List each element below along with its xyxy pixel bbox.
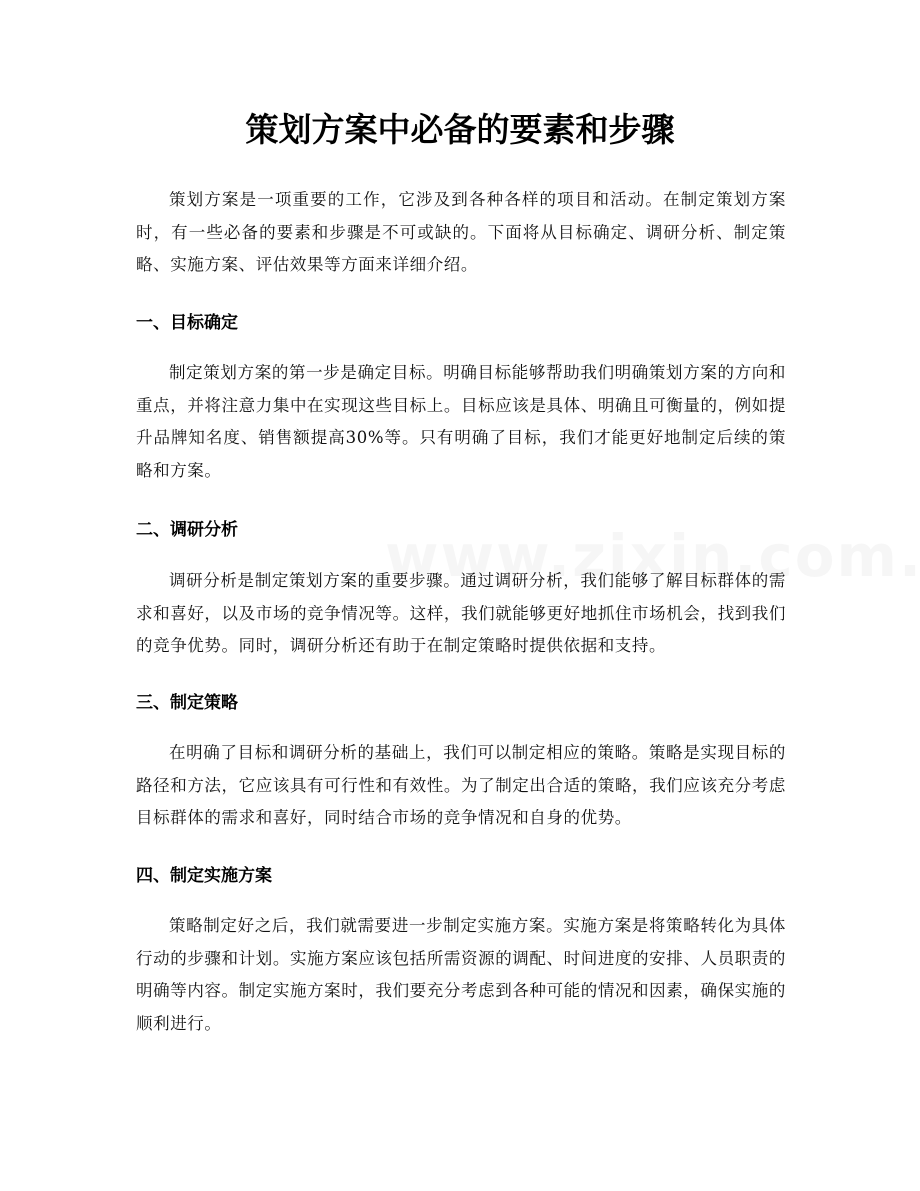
section-heading-implementation: 四、制定实施方案: [136, 866, 272, 886]
section-heading-strategy: 三、制定策略: [136, 693, 238, 713]
section-body-implementation: 策略制定好之后，我们就需要进一步制定实施方案。实施方案是将策略转化为具体行动的步骤和计划。实施方案应该包括所需资源的调配、时间进度的安排、人员职责的明确等内容。制定实施方案时，我们要充分考虑到各种可能的情况和因素，确保实施的顺利进行。: [136, 916, 786, 1033]
intro-paragraph: 策划方案是一项重要的工作，它涉及到各种各样的项目和活动。在制定策划方案时，有一些必备的要素和步骤是不可或缺的。下面将从目标确定、调研分析、制定策略、实施方案、评估效果等方面来详细介绍。: [136, 190, 786, 274]
section-body-strategy: 在明确了目标和调研分析的基础上，我们可以制定相应的策略。策略是实现目标的路径和方法，它应该具有可行性和有效性。为了制定出合适的策略，我们应该充分考虑目标群体的需求和喜好，同时结合市场的竞争情况和自身的优势。: [136, 743, 786, 827]
section-body-goal: 制定策划方案的第一步是确定目标。明确目标能够帮助我们明确策划方案的方向和重点，并将注意力集中在实现这些目标上。目标应该是具体、明确且可衡量的，例如提升品牌知名度、销售额提高30%等。只有明确了目标，我们才能更好地制定后续的策略和方案。: [136, 363, 786, 480]
section-body-research: 调研分析是制定策划方案的重要步骤。通过调研分析，我们能够了解目标群体的需求和喜好，以及市场的竞争情况等。这样，我们就能够更好地抓住市场机会，找到我们的竞争优势。同时，调研分析还有助于在制定策略时提供依据和支持。: [136, 571, 786, 655]
section-heading-goal: 一、目标确定: [136, 313, 238, 333]
document-title: 策划方案中必备的要素和步骤: [245, 110, 675, 149]
section-heading-research: 二、调研分析: [136, 520, 238, 540]
